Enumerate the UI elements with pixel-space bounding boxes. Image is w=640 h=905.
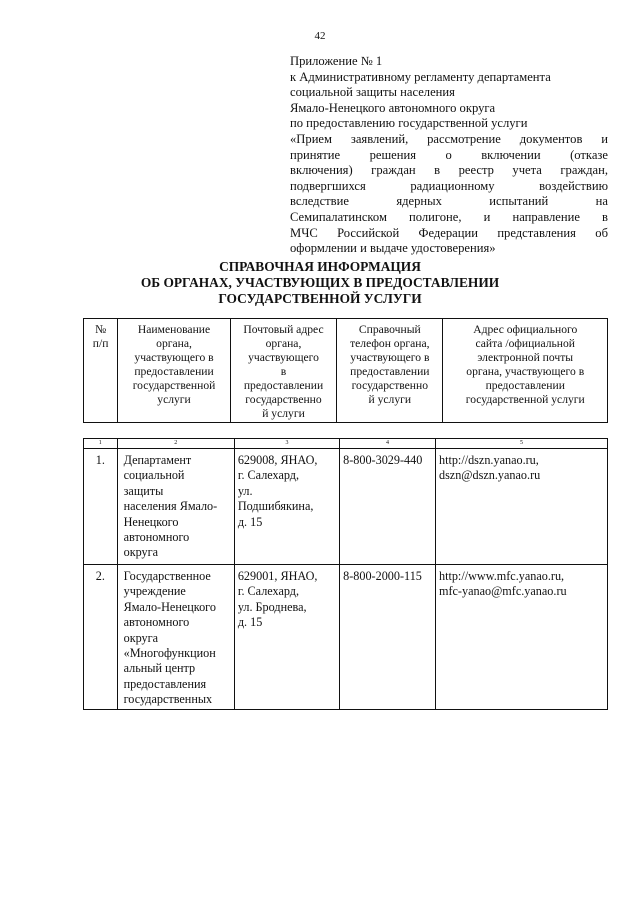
column-number: 2 — [117, 439, 234, 449]
appendix-quote-last: оформлении и выдаче удостоверения» — [290, 241, 496, 256]
appendix-quote-line: «Прием заявлений, рассмотрение документов и — [290, 131, 608, 146]
heading-line: ОБ ОРГАНАХ, УЧАСТВУЮЩИХ В ПРЕДОСТАВЛЕНИИ — [140, 275, 500, 290]
column-number: 5 — [435, 439, 607, 449]
appendix-block — [290, 54, 608, 257]
document-heading — [0, 259, 640, 307]
appendix-line: по предоставлению государственной услуги — [290, 116, 528, 131]
cell-address: 629001, ЯНАО, г. Салехард, ул. Броднева, д. 15 — [234, 565, 339, 710]
header-table — [83, 318, 608, 423]
appendix-quote-line: Семипалатинском полигоне, и направление в — [290, 209, 608, 224]
email-link[interactable]: mfc-yanao@mfc.yanao.ru — [438, 584, 567, 599]
column-number: 1 — [84, 439, 118, 449]
website-link[interactable]: http://dszn.yanao.ru, — [438, 453, 539, 467]
table-row — [84, 565, 608, 710]
cell-web — [435, 565, 607, 710]
cell-org: Департамент социальной защиты населения Ямало- Ненецкого автономного округа — [117, 449, 234, 565]
website-link[interactable]: http://www.mfc.yanao.ru, — [438, 569, 565, 583]
appendix-line: к Административному регламенту департамента — [290, 69, 551, 84]
appendix-quote-line: подвергшихся радиационному воздействию — [290, 178, 608, 193]
appendix-quote-line: вследствие ядерных испытаний на — [290, 194, 608, 209]
header-cell-address: Почтовый адрес органа, участвующего в предоставлении государственно й услуги — [230, 319, 336, 423]
appendix-quote-line: принятие решения о включении (отказе — [290, 147, 608, 162]
email-link[interactable]: dszn@dszn.yanao.ru — [438, 468, 541, 483]
cell-web — [435, 449, 607, 565]
cell-address: 629008, ЯНАО, г. Салехард, ул. Подшибякина, д. 15 — [234, 449, 339, 565]
table-row — [84, 449, 608, 565]
header-cell-org: Наименование органа, участвующего в предоставлении государственной услуги — [118, 319, 231, 423]
header-cell-web: Адрес официального сайта /официальной электронной почты органа, участвующего в предоставлении государственной услуги — [443, 319, 608, 423]
column-number: 3 — [234, 439, 339, 449]
data-table — [83, 438, 608, 710]
column-number: 4 — [340, 439, 436, 449]
cell-phone: 8-800-3029-440 — [340, 449, 436, 565]
appendix-quote-line: МЧС Российской Федерации представления об — [290, 225, 608, 240]
heading-line: СПРАВОЧНАЯ ИНФОРМАЦИЯ — [219, 259, 421, 274]
cell-phone: 8-800-2000-115 — [340, 565, 436, 710]
appendix-line: социальной защиты населения — [290, 85, 455, 100]
appendix-quote-line: включения) граждан в реестр учета граждан, — [290, 163, 608, 178]
row-number: 1. — [84, 449, 118, 565]
appendix-title: Приложение № 1 — [290, 54, 383, 68]
header-cell-phone: Справочный телефон органа, участвующего в предоставлении государственно й услуги — [337, 319, 443, 423]
header-row — [84, 319, 608, 423]
page-number: 42 — [314, 30, 326, 42]
appendix-line: Ямало-Ненецкого автономного округа — [290, 100, 496, 115]
column-number-row — [84, 439, 608, 449]
row-number: 2. — [84, 565, 118, 710]
heading-line: ГОСУДАРСТВЕННОЙ УСЛУГИ — [218, 291, 422, 306]
cell-org: Государственное учреждение Ямало-Ненецкого автономного округа «Многофункцион альный центр предоставления государственных — [117, 565, 234, 710]
header-cell-num: № п/п — [84, 319, 118, 423]
